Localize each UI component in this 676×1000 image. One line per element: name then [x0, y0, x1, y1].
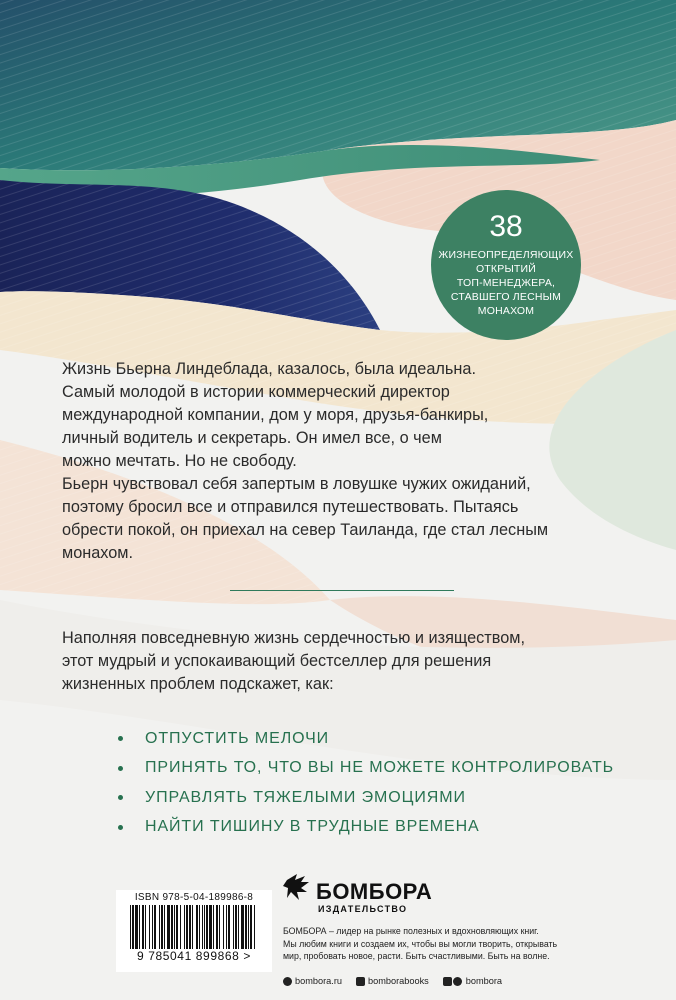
- list-item: [118, 724, 614, 753]
- text-line: Самый молодой в истории коммерческий директор: [62, 383, 450, 401]
- barcode-bar: [152, 905, 153, 949]
- benefits-intro-paragraph: [62, 627, 642, 696]
- barcode-bar: [192, 905, 193, 949]
- barcode-bar: [233, 905, 234, 949]
- barcode-bar: [209, 905, 212, 949]
- barcode-bar: [219, 905, 220, 949]
- barcode-bar: [226, 905, 227, 949]
- divider-line: [230, 590, 454, 591]
- barcode-bar: [199, 905, 200, 949]
- barcode-bar: [248, 905, 249, 949]
- text-line: Наполняя повседневную жизнь сердечностью и изяществом,: [62, 629, 525, 647]
- publisher-subtitle: ИЗДАТЕЛЬСТВО: [318, 904, 408, 914]
- list-item: [118, 783, 614, 812]
- social-vk[interactable]: [356, 976, 429, 986]
- vk-icon: [356, 977, 365, 986]
- barcode-bar: [196, 905, 198, 949]
- list-item-label: НАЙТИ ТИШИНУ В ТРУДНЫЕ ВРЕМЕНА: [145, 818, 480, 835]
- badge-line: ЖИЗНЕОПРЕДЕЛЯЮЩИХ: [438, 249, 574, 261]
- text-line: можно мечтать. Но не свободу.: [62, 452, 297, 470]
- text-line: монахом.: [62, 544, 134, 562]
- barcode-bar: [184, 905, 185, 949]
- barcode-bar: [223, 905, 224, 949]
- plus-icon: [443, 977, 452, 986]
- barcode-bar: [235, 905, 237, 949]
- isbn-barcode-block: [116, 890, 272, 972]
- badge-line: МОНАХОМ: [477, 305, 535, 317]
- badge-line: ТОП-МЕНЕДЖЕРА,: [456, 277, 556, 289]
- barcode-bar: [206, 905, 208, 949]
- barcode-bar: [154, 905, 156, 949]
- barcode-icon: [128, 905, 260, 949]
- badge-38-discoveries: [431, 190, 581, 340]
- barcode-bar: [145, 905, 146, 949]
- barcode-bar: [142, 905, 144, 949]
- text-line: обрести покой, он приехал на север Таиланда, где стал лесным: [62, 521, 549, 539]
- text-line: Бьерн чувствовал себя запертым в ловушке чужих ожиданий,: [62, 475, 531, 493]
- text-line: этот мудрый и успокаивающий бестселлер для решения: [62, 652, 492, 670]
- barcode-bar: [250, 905, 252, 949]
- intro-paragraph: [62, 358, 642, 473]
- barcode-bar: [213, 905, 214, 949]
- barcode-bar: [176, 905, 178, 949]
- text-line: БОМБОРА – лидер на рынке полезных и вдохновляющих книг.: [283, 926, 539, 936]
- publisher-socials: [283, 976, 516, 986]
- barcode-bar: [161, 905, 163, 949]
- story-paragraph: [62, 473, 642, 565]
- barcode-bar: [139, 905, 140, 949]
- text-line: жизненных проблем подскажет, как:: [62, 675, 334, 693]
- list-item: [118, 813, 614, 842]
- barcode-bar: [254, 905, 255, 949]
- barcode-bar: [186, 905, 188, 949]
- badge-number: 38: [489, 210, 523, 243]
- bombora-logo-icon: [283, 870, 313, 904]
- barcode-bar: [216, 905, 218, 949]
- text-line: Мы любим книги и создаем их, чтобы вы могли творить, открывать: [283, 938, 558, 949]
- barcode-bar: [130, 905, 131, 949]
- text-line: мир, пробовать новое, расти. Быть счастливыми. Быть на волне.: [283, 951, 550, 961]
- barcode-bar: [180, 905, 181, 949]
- barcode-bar: [238, 905, 239, 949]
- barcode-bar: [241, 905, 244, 949]
- barcode-bar: [164, 905, 165, 949]
- list-item: [118, 754, 614, 783]
- text-line: международной компании, дом у моря, друзья-банкиры,: [62, 406, 489, 424]
- barcode-bar: [202, 905, 203, 949]
- barcode-bar: [228, 905, 230, 949]
- list-item-label: ОТПУСТИТЬ МЕЛОЧИ: [145, 729, 330, 747]
- bullet-dot-icon: [118, 795, 123, 800]
- text-line: Жизнь Бьерна Линдеблада, казалось, была идеальна.: [62, 360, 476, 378]
- barcode-bar: [132, 905, 134, 949]
- list-item-label: УПРАВЛЯТЬ ТЯЖЕЛЫМИ ЭМОЦИЯМИ: [145, 788, 466, 806]
- barcode-digits: 9 785041 899868 >: [137, 949, 251, 963]
- barcode-bar: [245, 905, 247, 949]
- badge-line: СТАВШЕГО ЛЕСНЫМ: [450, 291, 562, 303]
- barcode-bar: [167, 905, 170, 949]
- bullet-dot-icon: [118, 825, 123, 830]
- publisher-name: БОМБОРА: [316, 879, 433, 904]
- list-item-label: ПРИНЯТЬ ТО, ЧТО ВЫ НЕ МОЖЕТЕ КОНТРОЛИРОВАТЬ: [145, 759, 615, 776]
- benefits-list: [118, 724, 614, 842]
- telegram-icon: [453, 977, 462, 986]
- badge-line: ОТКРЫТИЙ: [475, 263, 537, 275]
- barcode-bar: [135, 905, 138, 949]
- text-line: личный водитель и секретарь. Он имел все, о чем: [62, 429, 442, 447]
- isbn-label: ISBN 978-5-04-189986-8: [134, 892, 254, 903]
- barcode-bar: [204, 905, 205, 949]
- barcode-bar: [171, 905, 173, 949]
- social-label: bombora: [465, 976, 503, 986]
- social-label: bomborabooks: [367, 976, 429, 986]
- barcode-bar: [149, 905, 150, 949]
- barcode-bar: [189, 905, 191, 949]
- bullet-dot-icon: [118, 736, 123, 741]
- globe-icon: [283, 977, 292, 986]
- barcode-bar: [159, 905, 160, 949]
- social-telegram[interactable]: [443, 976, 502, 986]
- barcode-bar: [174, 905, 175, 949]
- text-line: поэтому бросил все и отправился путешествовать. Пытаясь: [62, 498, 519, 516]
- publisher-description: [283, 925, 583, 963]
- bullet-dot-icon: [118, 766, 123, 771]
- social-label: bombora.ru: [295, 976, 342, 986]
- social-website[interactable]: [283, 976, 342, 986]
